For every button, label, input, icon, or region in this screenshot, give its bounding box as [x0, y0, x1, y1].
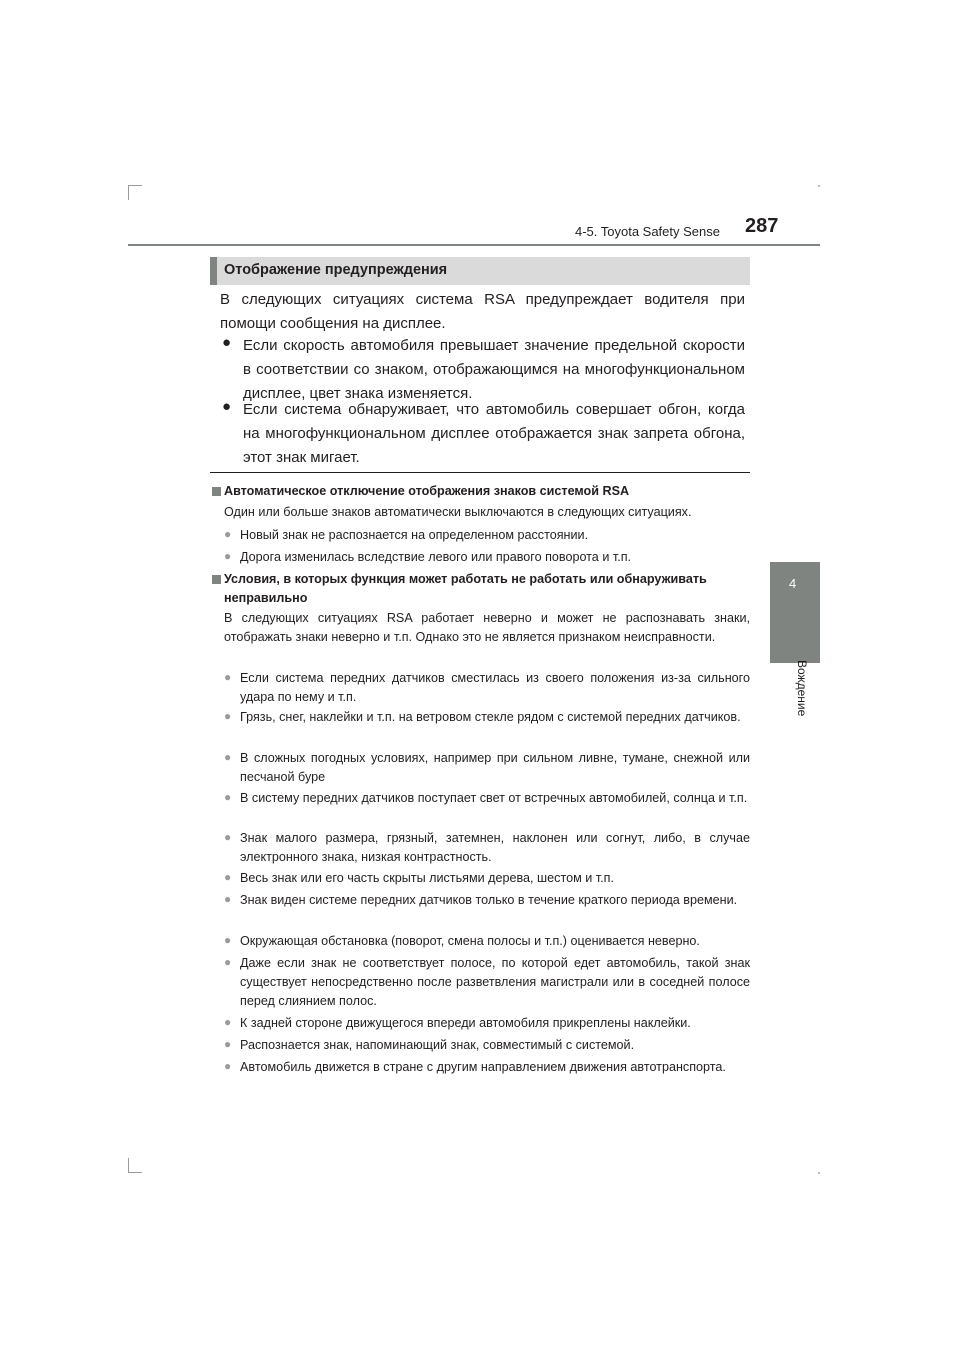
bullet-icon: ●	[224, 527, 232, 541]
conditions-bullet-2: Грязь, снег, наклейки и т.п. на ветровом стекле рядом с системой передних датчиков.	[240, 710, 741, 724]
auto-off-bullet-2: Дорога изменилась вследствие левого или правого поворота и т.п.	[240, 550, 632, 564]
crop-mark-bottom-left-h	[128, 1172, 142, 1173]
conditions-bullet-6: Весь знак или его часть скрыты листьями дерева, шестом и т.п.	[240, 871, 614, 885]
auto-off-heading: Автоматическое отключение отображения знаков системой RSA	[224, 484, 630, 498]
bullet-icon: ●	[224, 670, 232, 684]
square-bullet-icon	[212, 575, 221, 584]
auto-off-bullet-1: Новый знак не распознается на определенном расстоянии.	[240, 528, 589, 542]
warning-intro: В следующих ситуациях система RSA предупреждает водителя при помощи сообщения на дисплее.	[220, 291, 745, 332]
conditions-bullet-9: Даже если знак не соответствует полосе, по которой едет автомобиль, такой знак существует непосредственно после разветвления магистрали или в соседней полосе перед слиянием полос.	[240, 956, 750, 1008]
bullet-icon: ●	[224, 549, 232, 563]
crop-mark-top-left-v	[128, 185, 129, 200]
conditions-bullet-12: Автомобиль движется в стране с другим направлением движения автотранспорта.	[240, 1060, 726, 1074]
conditions-bullet-10: К задней стороне движущегося впереди автомобиля прикреплены наклейки.	[240, 1016, 691, 1030]
bullet-icon: ●	[224, 1015, 232, 1029]
bullet-icon: ●	[224, 830, 232, 844]
bullet-icon: ●	[224, 933, 232, 947]
section-heading-title: Отображение предупреждения	[224, 262, 448, 278]
conditions-intro: В следующих ситуациях RSA работает неверно и может не распознавать знаки, отображать знаки неверно и т.п. Однако это не является признаком неисправности.	[224, 611, 750, 644]
chapter-tab-number: 4	[789, 576, 797, 591]
conditions-bullet-1: Если система передних датчиков сместилась из своего положения из-за сильного удара по нему и т.п.	[240, 671, 750, 704]
crop-dot-bottom-right	[818, 1172, 820, 1174]
section-reference: 4-5. Toyota Safety Sense	[574, 224, 720, 239]
section-heading-bar	[210, 257, 217, 285]
conditions-bullet-4: В систему передних датчиков поступает свет от встречных автомобилей, солнца и т.п.	[240, 791, 748, 805]
conditions-heading-line-2: неправильно	[224, 591, 308, 605]
section-divider	[210, 472, 750, 473]
square-bullet-icon	[212, 487, 221, 496]
auto-off-intro: Один или больше знаков автоматически выключаются в следующих ситуациях.	[224, 505, 692, 519]
conditions-bullet-5: Знак малого размера, грязный, затемнен, наклонен или согнут, либо, в случае электронного знака, низкая контрастность.	[240, 831, 750, 864]
bullet-icon: ●	[224, 709, 232, 723]
conditions-bullet-11: Распознается знак, напоминающий знак, совместимый с системой.	[240, 1038, 635, 1052]
bullet-icon: ●	[224, 870, 232, 884]
conditions-bullet-7: Знак виден системе передних датчиков только в течение краткого периода времени.	[240, 893, 738, 907]
bullet-icon: ●	[224, 750, 232, 764]
bullet-icon: ●	[224, 790, 232, 804]
bullet-icon: ●	[222, 334, 232, 351]
bullet-icon: ●	[222, 398, 232, 415]
conditions-bullet-3: В сложных погодных условиях, например при сильном ливне, тумане, снежной или песчаной буре	[240, 751, 750, 784]
header-rule	[128, 244, 820, 246]
conditions-heading-line-1: Условия, в которых функция может работать не работать или обнаруживать	[224, 572, 707, 586]
section-heading	[210, 257, 750, 285]
crop-mark-bottom-left-v	[128, 1158, 129, 1173]
bullet-icon: ●	[224, 892, 232, 906]
crop-mark-top-left-h	[128, 185, 142, 186]
crop-dot-top-right	[818, 185, 820, 187]
bullet-icon: ●	[224, 955, 232, 969]
bullet-icon: ●	[224, 1037, 232, 1051]
warning-bullet-1: Если скорость автомобиля превышает значение предельной скорости в соответствии со знаком, отображающимся на многофункциональном дисплее, цвет знака изменяется.	[243, 337, 745, 402]
warning-bullet-2: Если система обнаруживает, что автомобиль совершает обгон, когда на многофункциональном дисплее отображается знак запрета обгона, этот знак мигает.	[243, 401, 745, 466]
page-number: 287	[745, 215, 779, 237]
conditions-bullet-8: Окружающая обстановка (поворот, смена полосы и т.п.) оценивается неверно.	[240, 934, 700, 948]
bullet-icon: ●	[224, 1059, 232, 1073]
chapter-tab-label: Вождение	[795, 660, 809, 717]
